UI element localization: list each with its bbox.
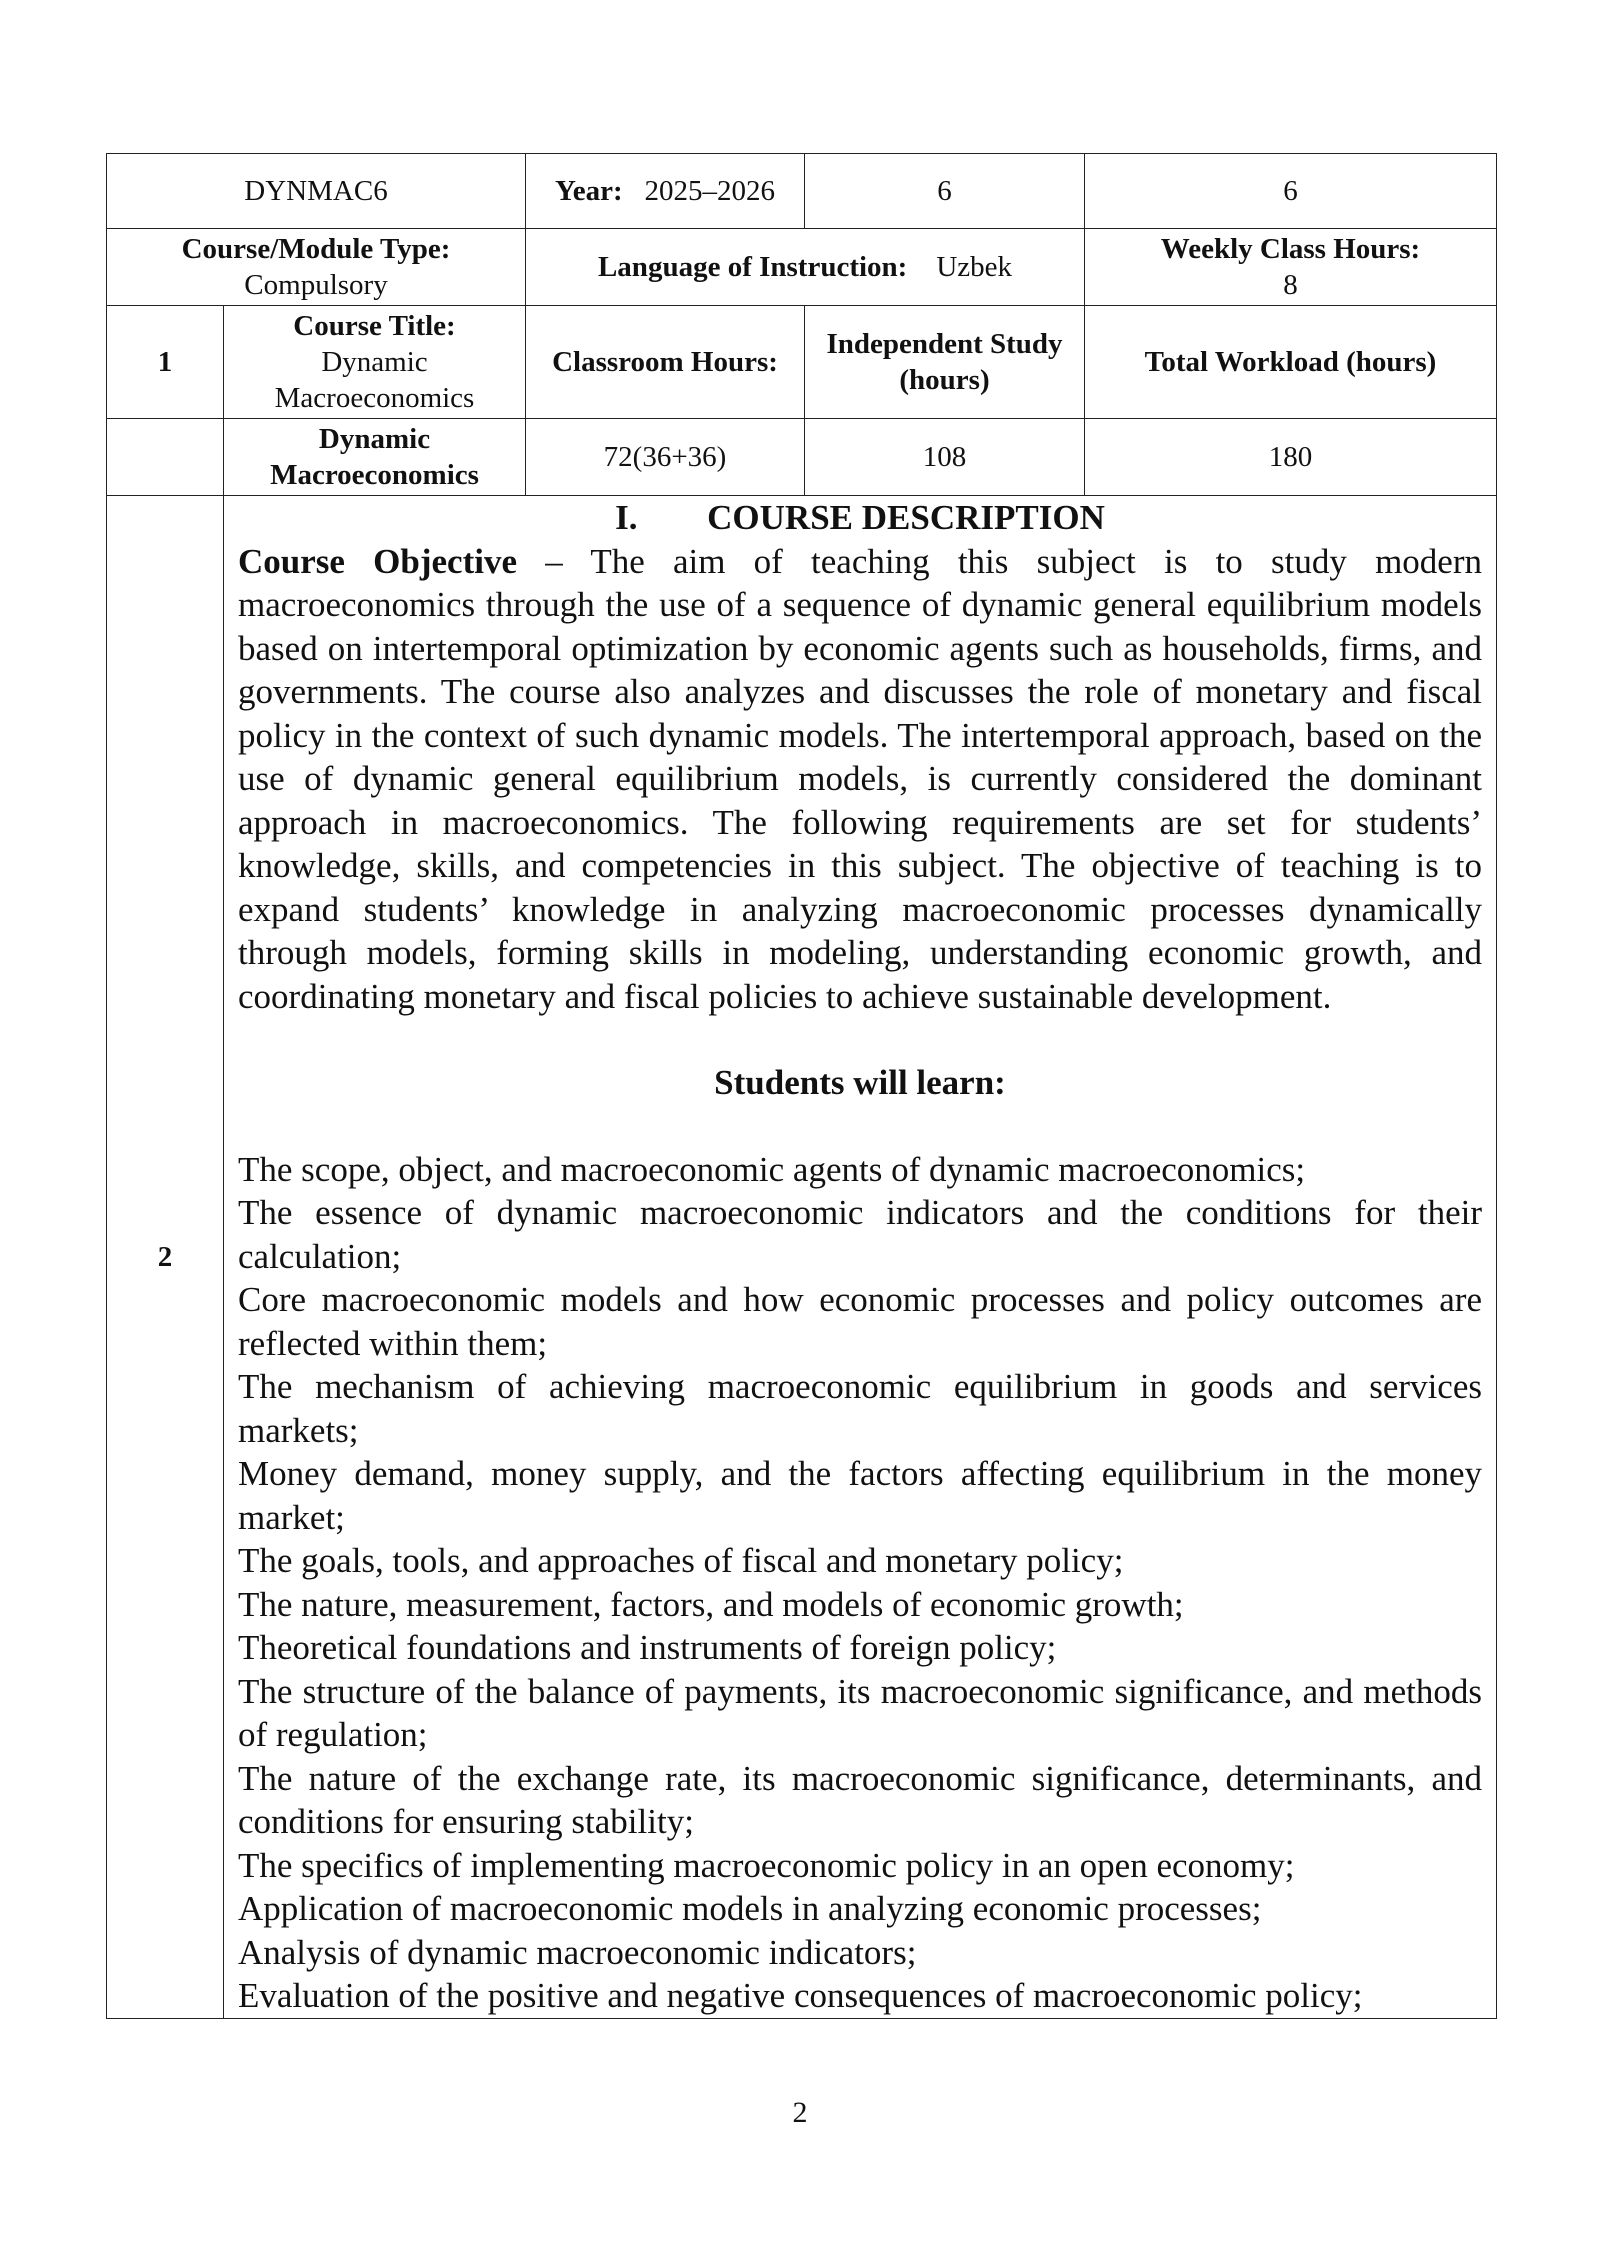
classroom-hours-label: Classroom Hours: xyxy=(526,306,805,419)
list-item: Core macroeconomic models and how economic processes and policy outcomes are reflected within them; xyxy=(238,1280,1482,1363)
empty-cell xyxy=(107,419,224,496)
list-item: The mechanism of achieving macroeconomic equilibrium in goods and services markets; xyxy=(238,1367,1482,1450)
course-title-cell xyxy=(224,306,526,419)
list-item: The scope, object, and macroeconomic agents of dynamic macroeconomics; xyxy=(238,1149,1306,1189)
row-number-1: 1 xyxy=(107,306,224,419)
course-objective xyxy=(238,540,1482,1019)
independent-hours-value: 108 xyxy=(805,419,1085,496)
objective-text: – The aim of teaching this subject is to study modern macroeconomics through the use of a sequence of dynamic general equilibrium models based on intertemporal optimization by economic agents such as households, firms, and governments. The course also analyzes and discusses the role of monetary and fiscal policy in the context of such dynamic models. The intertemporal approach, based on the use of dynamic general equilibrium models, is currently considered the dominant approach in macroeconomics. The following requirements are set for students’ knowledge, skills, and competencies in this subject. The objective of teaching is to expand students’ knowledge in analyzing macroeconomic processes dynamically through models, forming skills in modeling, understanding economic growth, and coordinating monetary and fiscal policies to achieve sustainable development. xyxy=(238,541,1482,1016)
list-item: The nature of the exchange rate, its macroeconomic significance, determinants, and conditions for ensuring stability; xyxy=(238,1758,1482,1841)
course-description-cell xyxy=(224,496,1497,2019)
total-workload-label: Total Workload (hours) xyxy=(1085,306,1497,419)
course-table xyxy=(106,153,1497,2019)
objective-label: Course Objective xyxy=(238,541,517,581)
hours-row xyxy=(107,419,1497,496)
language-value: Uzbek xyxy=(936,251,1013,283)
header-row xyxy=(107,154,1497,229)
row-number-2: 2 xyxy=(107,496,224,2019)
list-item: The goals, tools, and approaches of fiscal and monetary policy; xyxy=(238,1541,1124,1580)
year-value: 2025–2026 xyxy=(644,175,775,207)
classroom-hours-value: 72(36+36) xyxy=(526,419,805,496)
list-item: The nature, measurement, factors, and models of economic growth; xyxy=(238,1584,1184,1624)
learn-heading: Students will learn: xyxy=(714,1063,1006,1102)
list-item: The essence of dynamic macroeconomic indicators and the conditions for their calculation; xyxy=(238,1193,1482,1276)
learn-list xyxy=(238,1148,1482,2018)
list-item: The specifics of implementing macroeconomic policy in an open economy; xyxy=(238,1845,1295,1885)
list-item: Evaluation of the positive and negative consequences of macroeconomic policy; xyxy=(238,1976,1363,2015)
independent-study-label: Independent Study (hours) xyxy=(805,306,1085,419)
list-item: Application of macroeconomic models in analyzing economic processes; xyxy=(238,1889,1262,1928)
course-title-label: Course Title: xyxy=(293,310,456,342)
list-item: The structure of the balance of payments, its macroeconomic significance, and methods of regulation; xyxy=(238,1671,1482,1754)
title-row xyxy=(107,306,1497,419)
module-type-value: Compulsory xyxy=(244,269,388,301)
type-row xyxy=(107,229,1497,306)
hours-course-name: Dynamic Macroeconomics xyxy=(224,419,526,496)
list-item: Theoretical foundations and instruments of foreign policy; xyxy=(238,1628,1057,1667)
module-type-cell xyxy=(107,229,526,306)
section-title: COURSE DESCRIPTION xyxy=(707,498,1105,537)
header-col4: 6 xyxy=(1085,154,1497,229)
weekly-hours-value: 8 xyxy=(1283,269,1298,301)
course-title-value: Dynamic Macroeconomics xyxy=(274,346,475,414)
year-cell xyxy=(526,154,805,229)
section-heading xyxy=(238,496,1482,540)
list-item: Money demand, money supply, and the factors affecting equilibrium in the money market; xyxy=(238,1454,1482,1537)
weekly-hours-label: Weekly Class Hours: xyxy=(1160,233,1421,265)
total-workload-value: 180 xyxy=(1085,419,1497,496)
list-item: Analysis of dynamic macroeconomic indicators; xyxy=(238,1932,917,1972)
module-type-label: Course/Module Type: xyxy=(181,233,451,265)
section-number: I. xyxy=(615,498,638,537)
description-row xyxy=(107,496,1497,2019)
language-cell xyxy=(526,229,1085,306)
language-label: Language of Instruction: xyxy=(597,251,908,283)
course-code: DYNMAC6 xyxy=(107,154,526,229)
page-number: 2 xyxy=(792,2096,808,2129)
year-label: Year: xyxy=(555,175,623,207)
weekly-hours-cell xyxy=(1085,229,1497,306)
header-col3: 6 xyxy=(805,154,1085,229)
